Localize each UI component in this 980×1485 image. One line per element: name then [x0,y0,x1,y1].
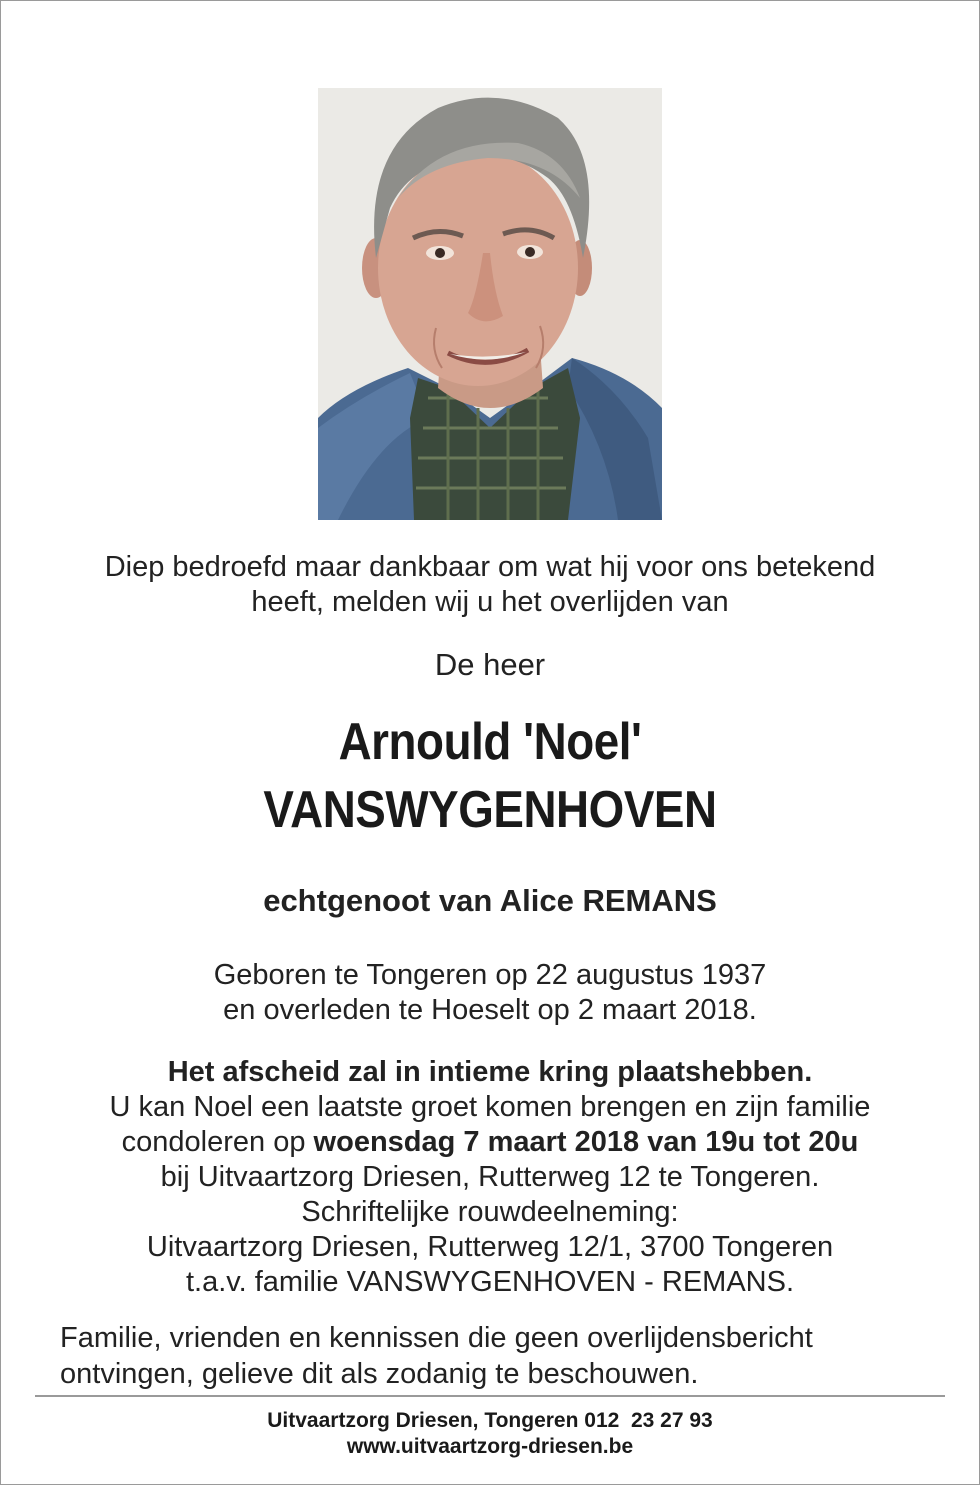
footer-divider [35,1395,945,1397]
farewell-line [0,1125,980,1160]
last-name: VANSWYGENHOVEN [263,781,717,839]
condolence-datetime: woensdag 7 maart 2018 van 19u tot 20u [313,1126,859,1158]
notice-line: ontvingen, gelieve dit als zodanig te beschouwen. [60,1358,699,1390]
intro-line: Diep bedroefd maar dankbaar om wat hij voor ons betekend [104,551,876,583]
notice-line: Familie, vrienden en kennissen die geen overlijdensbericht [60,1322,813,1354]
footer-company: Uitvaartzorg Driesen, Tongeren [267,1409,579,1432]
birth-line: Geboren te Tongeren op 22 augustus 1937 [213,959,767,991]
portrait-photo [318,88,662,520]
notice-text [60,1320,940,1392]
first-name: Arnould 'Noel' [338,713,642,771]
farewell-info [0,1055,980,1300]
farewell-line: Schriftelijke rouwdeelneming: [301,1196,679,1228]
intro-text [0,550,980,620]
intro-line: heeft, melden wij u het overlijden van [251,586,729,618]
portrait-illustration [318,88,662,520]
birth-death-dates [0,958,980,1028]
spouse-line: echtgenoot van Alice REMANS [263,883,717,918]
farewell-line: t.a.v. familie VANSWYGENHOVEN - REMANS. [185,1266,795,1298]
footer-phone: 012 23 27 93 [584,1409,713,1432]
farewell-line: bij Uitvaartzorg Driesen, Rutterweg 12 te Tongeren. [160,1161,820,1193]
footer-website[interactable]: www.uitvaartzorg-driesen.be [346,1435,634,1458]
death-line: en overleden te Hoeselt op 2 maart 2018. [223,994,757,1026]
farewell-line: Uitvaartzorg Driesen, Rutterweg 12/1, 3700 Tongeren [146,1231,834,1263]
farewell-line: U kan Noel een laatste groet komen brengen en zijn familie [109,1091,871,1123]
footer [0,1408,980,1460]
farewell-headline: Het afscheid zal in intieme kring plaatshebben. [167,1056,813,1088]
deceased-name [59,708,921,844]
footer-contact [0,1408,980,1434]
honorific: De heer [434,647,546,682]
condolence-prefix: condoleren op [121,1126,314,1158]
